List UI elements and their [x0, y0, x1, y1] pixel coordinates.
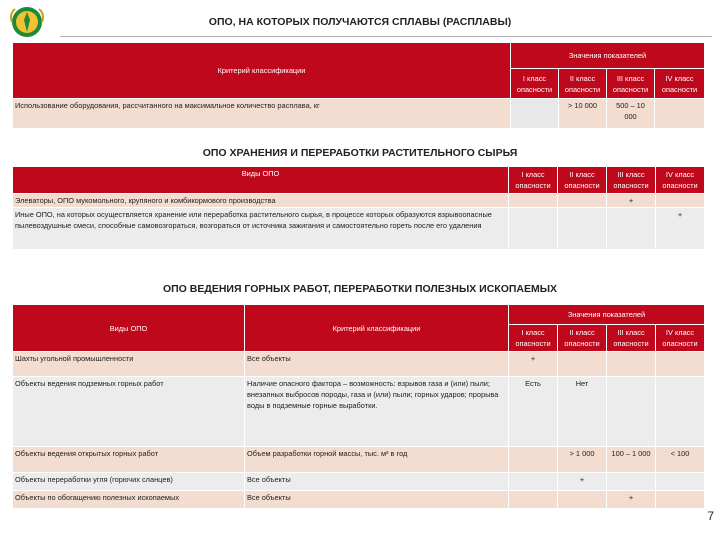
value-cell — [509, 491, 558, 509]
class-header: I класс опасности — [511, 69, 559, 99]
value-cell: Нет — [558, 377, 607, 447]
criterion-cell: Все объекты — [245, 491, 509, 509]
value-cell — [655, 99, 705, 129]
criterion-header: Критерий классификации — [13, 43, 511, 99]
class-header: I класс опасности — [509, 325, 558, 352]
value-cell — [656, 377, 705, 447]
value-cell — [607, 473, 656, 491]
value-cell: + — [558, 473, 607, 491]
row-label: Объекты по обогащению полезных ископаемых — [13, 491, 245, 509]
row-label: Использование оборудования, рассчитанного на максимальное количество расплава, кг — [13, 99, 511, 129]
header-rule — [60, 36, 712, 37]
value-cell — [558, 352, 607, 377]
value-cell: + — [607, 194, 656, 208]
types-header: Виды ОПО — [13, 305, 245, 352]
class-header: III класс опасности — [607, 325, 656, 352]
value-cell: Есть — [509, 377, 558, 447]
value-cell: < 100 — [656, 447, 705, 473]
criterion-cell: Объем разработки горной массы, тыс. м³ в год — [245, 447, 509, 473]
section3-table — [12, 304, 705, 509]
types-header: Виды ОПО — [13, 167, 509, 194]
class-header: II класс опасности — [558, 167, 607, 194]
section1-title: ОПО, НА КОТОРЫХ ПОЛУЧАЮТСЯ СПЛАВЫ (РАСПЛАВЫ) — [208, 16, 512, 28]
criterion-cell: Все объекты — [245, 473, 509, 491]
class-header: III класс опасности — [607, 167, 656, 194]
value-cell — [509, 447, 558, 473]
value-cell — [656, 352, 705, 377]
class-header: II класс опасности — [558, 325, 607, 352]
section2-title: ОПО ХРАНЕНИЯ И ПЕРЕРАБОТКИ РАСТИТЕЛЬНОГО СЫРЬЯ — [202, 147, 518, 159]
value-cell: + — [656, 208, 705, 250]
value-cell — [607, 377, 656, 447]
class-header: I класс опасности — [509, 167, 558, 194]
section1-table — [12, 42, 705, 129]
value-cell — [656, 473, 705, 491]
value-cell — [558, 491, 607, 509]
section2-table — [12, 166, 705, 250]
value-cell: 500 – 10 000 — [607, 99, 655, 129]
row-label: Элеваторы, ОПО мукомольного, крупяного и комбикормового производства — [13, 194, 509, 208]
row-label: Объекты переработки угля (горючих сланцев) — [13, 473, 245, 491]
value-cell: 100 – 1 000 — [607, 447, 656, 473]
row-label: Объекты ведения открытых горных работ — [13, 447, 245, 473]
value-cell — [607, 352, 656, 377]
value-cell — [511, 99, 559, 129]
criterion-header: Критерий классификации — [245, 305, 509, 352]
row-label: Шахты угольной промышленности — [13, 352, 245, 377]
values-header: Значения показателей — [511, 43, 705, 69]
values-header: Значения показателей — [509, 305, 705, 325]
value-cell: > 10 000 — [559, 99, 607, 129]
value-cell — [509, 194, 558, 208]
class-header: II класс опасности — [559, 69, 607, 99]
criterion-cell: Наличие опасного фактора – возможность: взрывов газа и (или) пыли; внезапных выбросов породы, газа и (или) пыли; горных ударов; прорыва воды в подземные горные выработки. — [245, 377, 509, 447]
criterion-cell: Все объекты — [245, 352, 509, 377]
value-cell: > 1 000 — [558, 447, 607, 473]
value-cell — [509, 208, 558, 250]
value-cell — [558, 208, 607, 250]
value-cell — [558, 194, 607, 208]
value-cell — [656, 194, 705, 208]
value-cell — [656, 491, 705, 509]
page-number: 7 — [707, 509, 714, 523]
value-cell — [607, 208, 656, 250]
section3-title: ОПО ВЕДЕНИЯ ГОРНЫХ РАБОТ, ПЕРЕРАБОТКИ ПОЛЕЗНЫХ ИСКОПАЕМЫХ — [162, 283, 558, 295]
class-header: IV класс опасности — [656, 325, 705, 352]
value-cell: + — [607, 491, 656, 509]
row-label: Объекты ведения подземных горных работ — [13, 377, 245, 447]
class-header: III класс опасности — [607, 69, 655, 99]
class-header: IV класс опасности — [655, 69, 705, 99]
value-cell — [509, 473, 558, 491]
value-cell: + — [509, 352, 558, 377]
row-label: Иные ОПО, на которых осуществляется хранение или переработка растительного сырья, в процессе которых образуются взрывоопасные пылевоздушные смеси, способные самовозгораться, возгораться от источника зажигания и самостоятельно гореть после его удаления — [13, 208, 509, 250]
class-header: IV класс опасности — [656, 167, 705, 194]
